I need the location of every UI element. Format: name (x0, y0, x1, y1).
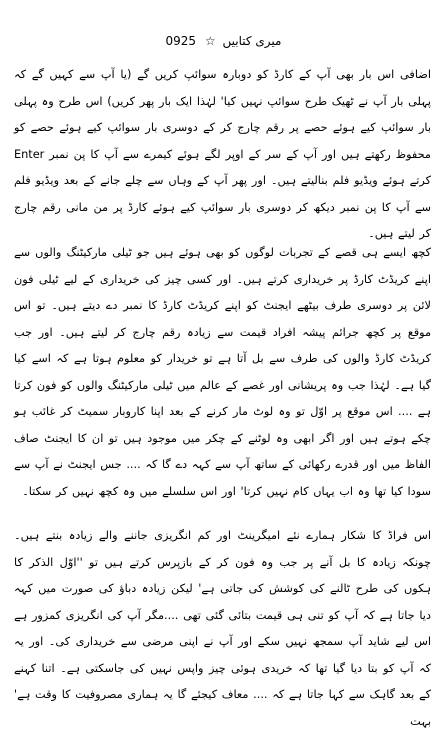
paragraph-2: کچھ ایسے ہی قصے کے تجربات لوگوں کو بھی ہوئے ہیں جو ٹیلی مارکیٹنگ والوں سے اپنے کریڈٹ کارڈ پر خریداری کرتے ہیں۔ اور کسی چیز کی خریداری کے لیے ٹیلی فون لائن پر دوسری طرف بیٹھے ایجنٹ کو اپنے کریڈٹ کارڈ کا نمبر دے دیتے ہیں۔ تو اس موقع پر کچھ جرائم پیشہ افراد قیمت سے زیادہ رقم چارج کر لیتے ہیں۔ اور جب کریڈٹ کارڈ والوں کی طرف سے بل آتا ہے تو خریدار کو معلوم ہوتا ہے کہ اسے کیا گیا ہے۔ لہٰذا جب وہ پریشانی اور غصے کے عالم میں ٹیلی مارکیٹنگ والوں کو فون کرتا ہے .... اس موقع پر اوّل تو وہ لوٹ مار کرنے کے بعد اپنا کاروبار سمیٹ کر غائب ہو چکے ہوتے ہیں اور اگر ابھی وہ لوٹنے کے چکر میں موجود ہیں تو ان کا ایجنٹ صاف الفاظ میں اور قدرے رکھائی کے ساتھ آپ سے کہہ دے گا کہ .... جس ایجنٹ نے آپ سے سودا کیا تھا وہ اب یہاں کام نہیں کرتا' اور اس سلسلے میں وہ کچھ نہیں کر سکتا۔ (14, 246, 431, 498)
page-header (0, 33, 445, 49)
paragraph-1: اضافی اس بار بھی آپ کے کارڈ کو دوبارہ سوائپ کریں گے (یا آپ سے کہیں گے کہ پہلی بار آپ نے ٹھیک طرح سوائپ نہیں کیا' لہٰذا ایک بار پھر کریں) اس طرح وہ پہلی بار سوائپ کیے ہوئے حصے پر رقم چارج کر کے دوسری بار سوائپ کیے ہوئے حصے کو محفوظ رکھتے ہیں اور آپ کے سر کے اوپر لگے ہوئے کیمرے سے آپ کا پن نمبر Enter کرتے ہوئے ویڈیو فلم بنالیتے ہیں۔ اور پھر آپ کے وہاں سے چلے جانے کے بعد ویڈیو فلم سے آپ کا پن نمبر دیکھ کر دوسری بار سوائپ کیے ہوئے کارڈ پر من مانی رقم چارج کر لیتے ہیں۔ (14, 68, 431, 240)
paragraph-3: اس فراڈ کا شکار ہمارے نئے امیگرینٹ اور کم انگریزی جاننے والے زیادہ بنتے ہیں۔ چونکہ زیادہ کا بل آنے پر جب وہ فون کر کے بازپرس کرتے ہیں تو ''اوّل الذکر کا ہکوں کی طرح ٹالنے کی کوشش کی جاتی ہے' لیکن زیادہ دباؤ کی صورت میں کہہ دیا جاتا ہے کہ آپ کو تنی ہی قیمت بتائی گئی تھی ....مگر آپ کی انگریزی کمزور ہے اس لیے شاید آپ سمجھ نہیں سکے اور آپ نے اپنی مرضی سے خریداری کی۔ اور یہ کہ آپ کو بتا دیا گیا تھا کہ خریدی ہوئی چیز واپس نہیں کی جاسکتی ہے۔ اتنا کہنے کے بعد گاہک سے کہا جاتا ہے کہ .... معاف کیجئے گا یہ ہماری مصروفیت کا وقت ہے' بہت (14, 529, 431, 728)
star-icon: ☆ (204, 34, 216, 48)
book-title: میری کتابیں (222, 34, 282, 48)
page-number: 0925 (165, 34, 197, 48)
